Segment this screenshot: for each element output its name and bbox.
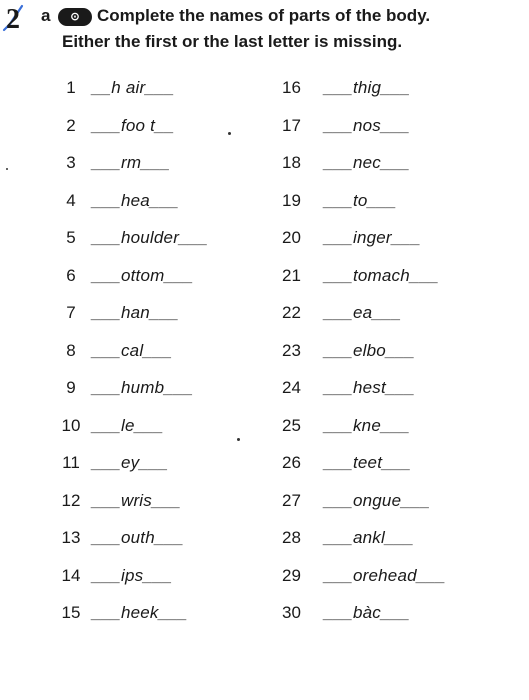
list-item <box>50 566 208 604</box>
item-number: 28 <box>282 528 301 547</box>
item-answer[interactable]: ___hest___ <box>324 378 415 397</box>
items-column-right <box>282 78 446 641</box>
item-number: 13 <box>61 528 81 547</box>
item-answer[interactable]: ___wris___ <box>92 490 181 510</box>
list-item <box>282 303 446 341</box>
item-number: 4 <box>66 190 76 210</box>
item-answer[interactable]: ___nos___ <box>324 115 410 135</box>
cd-icon: ⊙ <box>58 8 92 26</box>
list-item <box>50 191 208 229</box>
item-number: 26 <box>282 453 301 472</box>
stray-dot <box>237 438 240 441</box>
item-number: 24 <box>282 378 301 397</box>
list-item <box>282 153 446 191</box>
item-number: 1 <box>66 78 76 97</box>
list-item <box>50 266 208 304</box>
exercise-letter: a <box>41 6 51 25</box>
list-item <box>282 378 446 416</box>
list-item <box>50 153 208 191</box>
list-item <box>50 78 208 116</box>
item-number: 22 <box>282 303 301 322</box>
item-number: 20 <box>282 228 301 247</box>
item-answer[interactable]: ___rm___ <box>92 153 171 172</box>
list-item <box>50 453 208 491</box>
item-answer[interactable]: ___heek___ <box>92 603 188 622</box>
item-number: 19 <box>282 190 301 210</box>
item-answer[interactable]: __h air___ <box>92 78 175 97</box>
item-answer[interactable]: ___teet___ <box>324 453 412 472</box>
item-answer[interactable]: ___inger___ <box>324 228 421 247</box>
item-answer[interactable]: ___le___ <box>92 415 164 435</box>
list-item <box>282 116 446 154</box>
item-number: 16 <box>282 78 301 97</box>
item-number: 6 <box>66 265 76 285</box>
item-answer[interactable]: ___ips___ <box>92 565 173 585</box>
item-number: 23 <box>282 340 301 360</box>
list-item <box>50 378 208 416</box>
list-item <box>282 228 446 266</box>
item-answer[interactable]: ___kne___ <box>324 415 410 435</box>
instruction-line-1: Complete the names of parts of the body. <box>97 6 431 25</box>
instruction-line-2: Either the first or the last letter is missing. <box>62 32 403 51</box>
list-item <box>50 228 208 266</box>
item-answer[interactable]: ___humb___ <box>92 378 194 397</box>
item-answer[interactable]: ___foo t__ <box>92 115 175 135</box>
list-item <box>50 528 208 566</box>
item-number: 11 <box>62 453 80 472</box>
item-answer[interactable]: ___ottom___ <box>92 265 194 285</box>
list-item <box>50 416 208 454</box>
list-item <box>282 266 446 304</box>
item-number: 25 <box>282 415 301 435</box>
item-answer[interactable]: ___bàc___ <box>324 603 410 622</box>
item-number: 9 <box>66 378 76 397</box>
item-answer[interactable]: ___elbo___ <box>324 340 415 360</box>
item-answer[interactable]: ___to___ <box>324 190 397 210</box>
item-number: 3 <box>66 153 76 172</box>
list-item <box>282 528 446 566</box>
item-number: 14 <box>61 565 81 585</box>
list-item <box>282 603 446 641</box>
item-answer[interactable]: ___ankl___ <box>324 528 414 547</box>
item-number: 18 <box>282 153 301 172</box>
item-number: 21 <box>282 265 301 285</box>
item-answer[interactable]: ___thig___ <box>324 78 411 97</box>
list-item <box>282 191 446 229</box>
item-number: 8 <box>66 340 76 360</box>
list-item <box>50 603 208 641</box>
exercise-number: 2 <box>6 4 20 35</box>
item-number: 7 <box>66 303 76 322</box>
item-number: 12 <box>61 490 81 510</box>
item-number: 2 <box>66 115 76 135</box>
items-column-left <box>50 78 208 641</box>
item-answer[interactable]: ___tomach___ <box>324 265 439 285</box>
stray-dot <box>228 132 231 135</box>
item-answer[interactable]: ___houlder___ <box>92 228 209 247</box>
list-item <box>282 416 446 454</box>
item-answer[interactable]: ___hea___ <box>92 190 179 210</box>
item-answer[interactable]: ___nec___ <box>324 153 410 172</box>
item-answer[interactable]: ___ongue___ <box>324 490 431 510</box>
stray-dot <box>6 168 8 170</box>
item-answer[interactable]: ___ey___ <box>92 453 169 472</box>
list-item <box>282 78 446 116</box>
item-answer[interactable]: ___orehead___ <box>324 565 446 585</box>
item-answer[interactable]: ___han___ <box>92 303 179 322</box>
item-number: 5 <box>66 228 76 247</box>
list-item <box>50 116 208 154</box>
list-item <box>50 491 208 529</box>
list-item <box>50 341 208 379</box>
list-item <box>282 453 446 491</box>
list-item <box>282 566 446 604</box>
list-item <box>282 341 446 379</box>
item-number: 27 <box>282 490 301 510</box>
item-answer[interactable]: ___ea___ <box>324 303 402 322</box>
item-number: 10 <box>61 415 81 435</box>
item-number: 30 <box>282 603 301 622</box>
list-item <box>50 303 208 341</box>
item-number: 15 <box>61 603 81 622</box>
list-item <box>282 491 446 529</box>
item-answer[interactable]: ___cal___ <box>92 340 173 360</box>
item-answer[interactable]: ___outh___ <box>92 528 184 547</box>
item-number: 17 <box>282 115 301 135</box>
item-number: 29 <box>282 565 301 585</box>
